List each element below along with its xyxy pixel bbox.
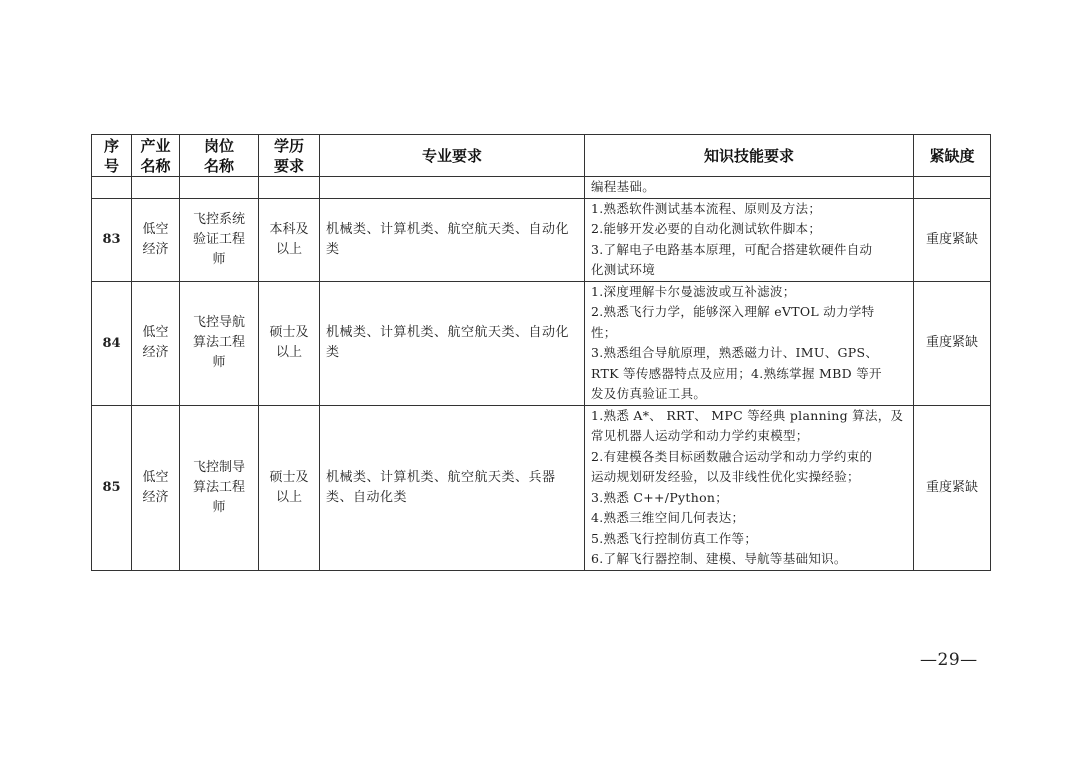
cell-seq: 84: [92, 281, 132, 405]
cell-empty: [320, 177, 585, 199]
page-number: —29—: [920, 650, 978, 670]
skill-line: 化测试环境: [591, 262, 656, 277]
cell-scarcity: 重度紧缺: [914, 198, 991, 281]
cell-skills: [585, 405, 914, 570]
table-row: [92, 198, 991, 281]
table-header-row: [92, 135, 991, 177]
skill-line: 1.熟悉软件测试基本流程、原则及方法；: [591, 200, 822, 216]
skill-line: RTK 等传感器特点及应用；4.熟练掌握 MBD 等开: [591, 365, 882, 381]
skill-line: 运动规划研发经验，以及非线性优化实操经验；: [591, 469, 860, 484]
header-major: 专业要求: [320, 135, 585, 177]
cell-skills: [585, 281, 914, 405]
cell-education: 硕士及 以上: [259, 405, 320, 570]
header-seq: 序 号: [92, 135, 132, 177]
cell-education: 硕士及 以上: [259, 281, 320, 405]
cell-industry: 低空 经济: [132, 405, 180, 570]
skill-line: 发及仿真验证工具。: [591, 386, 707, 401]
cell-seq: 85: [92, 405, 132, 570]
skill-line: 6.了解飞行器控制、建模、导航等基础知识。: [591, 551, 847, 566]
skill-line: 4.熟悉三维空间几何表达；: [591, 510, 745, 525]
skill-line: 1.熟悉 A*、 RRT、 MPC 等经典 planning 算法，及: [591, 407, 904, 423]
skill-line: 2.有建模各类目标函数融合运动学和动力学约束的: [591, 448, 873, 464]
skill-line: 性；: [591, 324, 617, 340]
cell-empty: [180, 177, 259, 199]
cell-scarcity: 重度紧缺: [914, 281, 991, 405]
cell-seq: 83: [92, 198, 132, 281]
skill-line: 1.深度理解卡尔曼滤波或互补滤波；: [591, 283, 796, 299]
skill-line: 5.熟悉飞行控制仿真工作等；: [591, 530, 758, 546]
skill-line: 2.能够开发必要的自动化测试软件脚本；: [591, 221, 822, 236]
cell-empty: [132, 177, 180, 199]
cell-major: 机械类、计算机类、航空航天类、自动化类: [320, 281, 585, 405]
talent-demand-table: [91, 134, 991, 571]
cell-major: 机械类、计算机类、航空航天类、自动化类: [320, 198, 585, 281]
cell-skills: [585, 177, 914, 199]
skill-line: 编程基础。: [591, 179, 656, 194]
skill-line: 2.熟悉飞行力学，能够深入理解 eVTOL 动力学特: [591, 304, 875, 319]
cell-industry: 低空 经济: [132, 198, 180, 281]
header-education: 学历 要求: [259, 135, 320, 177]
cell-empty: [259, 177, 320, 199]
skill-line: 3.熟悉 C++/Python；: [591, 489, 729, 505]
cell-scarcity: 重度紧缺: [914, 405, 991, 570]
header-scarcity: 紧缺度: [914, 135, 991, 177]
header-skills: 知识技能要求: [585, 135, 914, 177]
header-position: 岗位 名称: [180, 135, 259, 177]
table-row: [92, 405, 991, 570]
cell-industry: 低空 经济: [132, 281, 180, 405]
table-row-continuation: [92, 177, 991, 199]
cell-position: 飞控系统 验证工程 师: [180, 198, 259, 281]
cell-position: 飞控导航 算法工程 师: [180, 281, 259, 405]
cell-skills: [585, 198, 914, 281]
cell-major: 机械类、计算机类、航空航天类、兵器类、自动化类: [320, 405, 585, 570]
cell-education: 本科及 以上: [259, 198, 320, 281]
skill-line: 常见机器人运动学和动力学约束模型；: [591, 428, 809, 443]
cell-empty: [92, 177, 132, 199]
cell-position: 飞控制导 算法工程 师: [180, 405, 259, 570]
cell-empty: [914, 177, 991, 199]
table-row: [92, 281, 991, 405]
header-industry: 产业 名称: [132, 135, 180, 177]
skill-line: 3.了解电子电路基本原理，可配合搭建软硬件自动: [591, 241, 873, 257]
skill-line: 3.熟悉组合导航原理，熟悉磁力计、IMU、GPS、: [591, 345, 879, 360]
